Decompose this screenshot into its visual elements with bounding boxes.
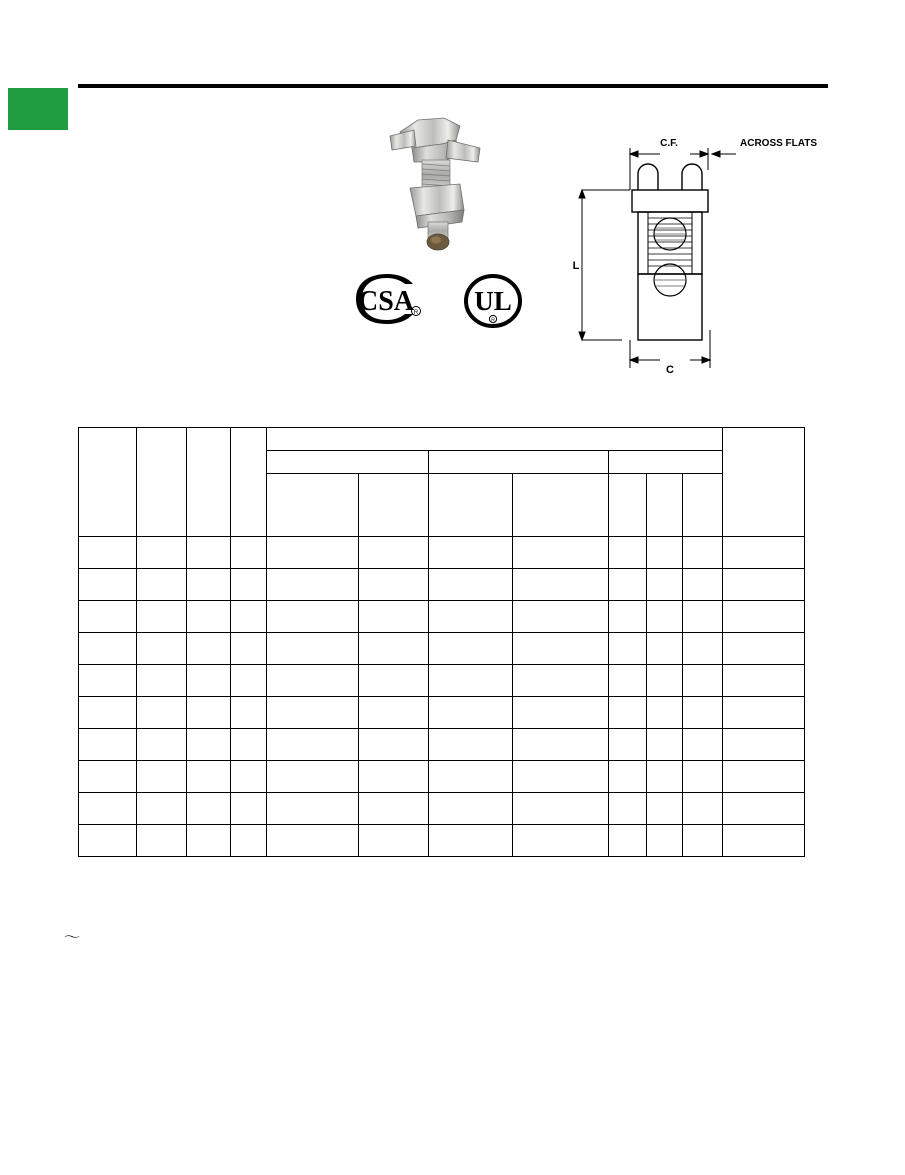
table-row — [79, 729, 805, 761]
table-cell — [609, 729, 647, 761]
table-cell — [359, 665, 429, 697]
svg-text:R: R — [491, 317, 495, 324]
table-cell — [359, 633, 429, 665]
table-cell — [647, 729, 683, 761]
table-cell — [187, 793, 231, 825]
table-cell — [647, 793, 683, 825]
table-cell — [609, 825, 647, 857]
table-cell — [359, 761, 429, 793]
table-cell — [267, 825, 359, 857]
table-cell — [723, 665, 805, 697]
header-cell — [137, 428, 187, 537]
table-cell — [647, 601, 683, 633]
table-cell — [79, 601, 137, 633]
table-cell — [683, 793, 723, 825]
table-cell — [609, 569, 647, 601]
table-cell — [137, 761, 187, 793]
table-cell — [79, 665, 137, 697]
table-cell — [647, 537, 683, 569]
table-cell — [723, 761, 805, 793]
table-cell — [723, 601, 805, 633]
table-cell — [429, 537, 513, 569]
table-cell — [647, 569, 683, 601]
table-cell — [723, 537, 805, 569]
table-cell — [683, 569, 723, 601]
table-cell — [609, 697, 647, 729]
table-cell — [137, 729, 187, 761]
table-footnote — [63, 928, 766, 945]
table-cell — [609, 601, 647, 633]
table-cell — [723, 569, 805, 601]
table-cell — [187, 633, 231, 665]
table-cell — [683, 761, 723, 793]
header-cell — [723, 428, 805, 537]
table-cell — [683, 729, 723, 761]
svg-text:CSA: CSA — [357, 286, 415, 317]
table-cell — [359, 601, 429, 633]
table-cell — [187, 569, 231, 601]
table-cell — [683, 665, 723, 697]
table-cell — [267, 665, 359, 697]
table-cell — [429, 793, 513, 825]
table-cell — [683, 825, 723, 857]
header-cell — [513, 474, 609, 537]
table-row — [79, 665, 805, 697]
table-cell — [267, 729, 359, 761]
footnote-mark-icon: 〜 — [63, 930, 81, 944]
table-cell — [683, 537, 723, 569]
table-cell — [359, 825, 429, 857]
table-row — [79, 537, 805, 569]
header-cell — [267, 474, 359, 537]
table-body — [79, 537, 805, 857]
table-cell — [429, 633, 513, 665]
table-cell — [137, 665, 187, 697]
table-cell — [267, 761, 359, 793]
table-cell — [723, 729, 805, 761]
table-cell — [647, 825, 683, 857]
table-cell — [429, 761, 513, 793]
table-cell — [683, 633, 723, 665]
table-cell — [429, 665, 513, 697]
table-cell — [683, 697, 723, 729]
table-cell — [513, 793, 609, 825]
table-cell — [79, 537, 137, 569]
table-cell — [429, 825, 513, 857]
table-cell — [513, 825, 609, 857]
table-cell — [231, 793, 267, 825]
table-cell — [647, 633, 683, 665]
table-row — [79, 569, 805, 601]
svg-text:UL: UL — [474, 286, 512, 316]
section-tab-marker — [8, 88, 68, 130]
table-cell — [647, 697, 683, 729]
table-cell — [513, 729, 609, 761]
table-cell — [231, 537, 267, 569]
table-cell — [429, 601, 513, 633]
table-cell — [79, 793, 137, 825]
header-cell — [359, 474, 429, 537]
dim-label-across-flats: ACROSS FLATS — [740, 138, 818, 149]
table-cell — [137, 569, 187, 601]
table-cell — [187, 761, 231, 793]
table-cell — [79, 729, 137, 761]
table-cell — [267, 601, 359, 633]
header-cell — [267, 451, 429, 474]
table-cell — [513, 633, 609, 665]
header-cell — [647, 474, 683, 537]
table-cell — [723, 793, 805, 825]
header-cell — [609, 451, 723, 474]
header-cell — [267, 428, 723, 451]
svg-text:R: R — [413, 310, 419, 316]
table-cell — [429, 697, 513, 729]
table-cell — [723, 633, 805, 665]
table-cell — [231, 825, 267, 857]
table-cell — [267, 569, 359, 601]
header-cell — [429, 474, 513, 537]
ul-mark-icon — [462, 273, 524, 329]
table-cell — [723, 825, 805, 857]
table-cell — [723, 697, 805, 729]
dimensioned-line-drawing — [560, 130, 850, 380]
table-cell — [513, 569, 609, 601]
table-cell — [359, 537, 429, 569]
table-row — [79, 825, 805, 857]
table-cell — [683, 601, 723, 633]
table-cell — [609, 537, 647, 569]
specification-table — [78, 427, 805, 857]
table-cell — [513, 665, 609, 697]
table-cell — [187, 697, 231, 729]
table-cell — [137, 825, 187, 857]
dim-label-l: L — [572, 260, 580, 272]
table-cell — [267, 697, 359, 729]
table-cell — [137, 697, 187, 729]
table-cell — [137, 601, 187, 633]
table-cell — [647, 761, 683, 793]
table-cell — [79, 633, 137, 665]
table-cell — [137, 793, 187, 825]
dim-label-cf: C.F. — [660, 138, 678, 149]
table-cell — [187, 665, 231, 697]
table-cell — [267, 793, 359, 825]
table-cell — [79, 697, 137, 729]
table-cell — [137, 633, 187, 665]
dim-label-c: C — [666, 364, 674, 376]
table-cell — [137, 537, 187, 569]
table-cell — [359, 569, 429, 601]
header-cell — [187, 428, 231, 537]
table-row — [79, 761, 805, 793]
table-cell — [609, 633, 647, 665]
table-cell — [359, 697, 429, 729]
table-cell — [267, 537, 359, 569]
table-cell — [609, 665, 647, 697]
header-rule — [78, 84, 828, 88]
table-cell — [513, 761, 609, 793]
table-cell — [187, 601, 231, 633]
table-cell — [359, 729, 429, 761]
table-cell — [429, 729, 513, 761]
table-cell — [231, 665, 267, 697]
table-header-row-1 — [79, 428, 805, 451]
table-cell — [231, 633, 267, 665]
table-row — [79, 633, 805, 665]
table-cell — [513, 601, 609, 633]
table-cell — [231, 729, 267, 761]
table-cell — [231, 601, 267, 633]
header-cell — [231, 428, 267, 537]
header-cell — [79, 428, 137, 537]
table-cell — [513, 537, 609, 569]
table-cell — [79, 825, 137, 857]
split-bolt-connector-photo — [382, 110, 492, 255]
table-cell — [359, 793, 429, 825]
table-cell — [609, 761, 647, 793]
table-cell — [187, 729, 231, 761]
table-cell — [267, 633, 359, 665]
table-row — [79, 697, 805, 729]
table-cell — [647, 665, 683, 697]
table-cell — [187, 825, 231, 857]
table-cell — [429, 569, 513, 601]
table-cell — [79, 761, 137, 793]
table-cell — [187, 537, 231, 569]
header-cell — [683, 474, 723, 537]
table-cell — [79, 569, 137, 601]
table-row — [79, 601, 805, 633]
header-cell — [609, 474, 647, 537]
table-cell — [231, 761, 267, 793]
table-cell — [231, 697, 267, 729]
table-cell — [513, 697, 609, 729]
table-row — [79, 793, 805, 825]
table-header — [79, 428, 805, 537]
header-cell — [429, 451, 609, 474]
table-cell — [231, 569, 267, 601]
table-cell — [609, 793, 647, 825]
csa-mark-icon — [353, 272, 423, 326]
